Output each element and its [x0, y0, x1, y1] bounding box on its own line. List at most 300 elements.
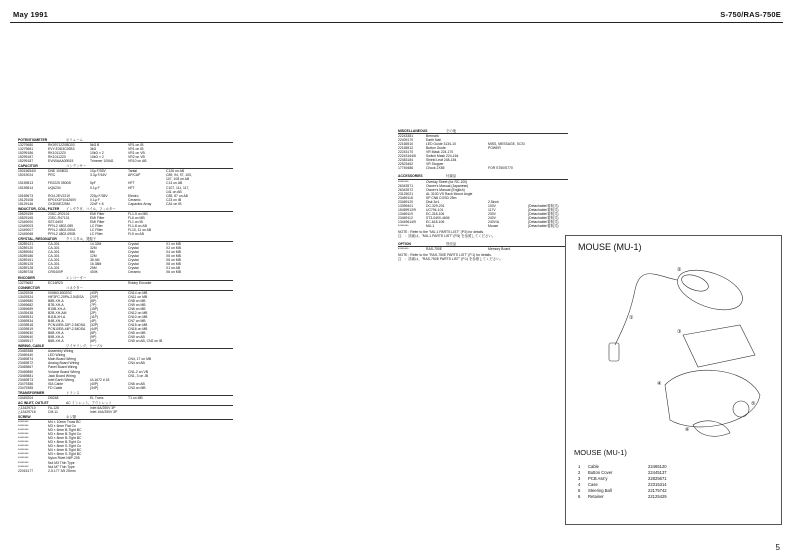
part-cell: FA-128 — [48, 405, 59, 410]
part-cell: 13449614/9 — [398, 219, 416, 224]
part-cell: M3 × 8mm B-Tight Cn — [48, 440, 82, 445]
part-cell: 0.1μ F — [90, 197, 100, 202]
part-row — [398, 247, 568, 251]
part-cell: EMI Filter — [90, 215, 105, 220]
part-cell: B11B-XH-A — [48, 314, 66, 319]
part-cell: 23479386 — [18, 381, 34, 386]
mouse-parts-title: MOUSE (MU-1) — [574, 448, 627, 457]
part-cell: M3 × 6mm Flat Cn — [48, 424, 76, 429]
mouse-cable — [615, 274, 677, 345]
part-cell: 15299186 — [18, 151, 34, 156]
part-cell: RK10112Z0 — [48, 151, 66, 156]
part-cell: M3 × 8mm B-Tight BC — [48, 436, 82, 441]
part-cell — [128, 469, 233, 473]
part-cell: CN3 on MB — [128, 385, 146, 390]
part-cell: CN14 on MB — [128, 290, 148, 295]
part-cell: ******** — [18, 452, 29, 457]
part-cell: C23 on IB — [166, 197, 182, 202]
part-cell: CN6 on AB — [128, 381, 145, 386]
part-cell: FL10, 11 on AB — [128, 227, 152, 232]
part-cell: POWER — [488, 146, 501, 151]
part-cell: 22165510 — [398, 142, 414, 147]
part-cell: CN1, 3 on JB — [128, 373, 149, 378]
part-cell: Inlet 10A/250V 3P — [90, 409, 118, 414]
part-cell: (8P) — [90, 298, 97, 303]
part-cell: M3 × 8mm S-Tight BC — [48, 452, 82, 457]
part-row — [18, 396, 233, 400]
part-cell: CN11 on MB — [128, 294, 148, 299]
mouse-part-number: 22125429 — [648, 494, 667, 499]
part-cell: 15169673 — [18, 193, 34, 198]
part-cell: M4 × 6mm B-Tight BC — [48, 448, 82, 453]
part-cell: C85, 87 on AB — [166, 193, 188, 198]
part-cell: 400K — [90, 270, 98, 275]
part-cell: 15159814 — [18, 185, 34, 190]
mouse-case — [665, 370, 760, 427]
part-cell: 22nF × 8 — [90, 201, 104, 206]
section-title-en: MISCELLANEOUS — [398, 129, 428, 133]
part-cell: Overlay Sheet (for RC-100) — [426, 179, 468, 184]
part-cell: Panel Board Wiring — [48, 365, 78, 370]
parts-list-left — [18, 137, 233, 473]
part-cell: RK10112Z0 — [48, 155, 66, 160]
part-cell: CA-301 — [48, 250, 60, 255]
part-cell: DNE 100B33 — [48, 169, 68, 174]
part-cell: 15159813 — [18, 181, 34, 186]
part-cell: X4 on MB — [166, 250, 181, 255]
mouse-exploded-view — [565, 235, 780, 440]
part-cell: VR Mask 224-170 — [426, 150, 454, 155]
part-cell: Ceramic — [128, 197, 141, 202]
part-cell: EMI Filter — [90, 219, 105, 224]
part-cell: LC Filter — [90, 227, 103, 232]
part-cell: 26343572 — [398, 187, 414, 192]
part-cell: ******** — [18, 456, 29, 461]
mouse-steering-ball — [733, 401, 749, 417]
mouse-parts-list — [578, 464, 688, 500]
part-cell: Electro — [128, 193, 139, 198]
part-cell: AP/CAP — [128, 173, 141, 178]
part-cell: 15299187 — [18, 159, 34, 164]
part-cell: (40P) — [90, 381, 99, 386]
section-title-jp: ワイヤリング、ケーブル — [66, 344, 103, 349]
part-cell: HIF3FC-20PA-2.54DSA — [48, 294, 84, 299]
part-cell: 13039818 — [18, 323, 34, 328]
part-cell: 12449000 — [18, 219, 34, 224]
part-cell: T1 on MB — [128, 395, 143, 400]
part-cell: CKD05E225M — [48, 201, 70, 206]
mouse-part-number: 22315314 — [648, 482, 667, 487]
part-cell: 12449007 — [18, 227, 34, 232]
part-cell: 26343571 — [398, 183, 414, 188]
part-cell: Shield Leaf 248-184 — [426, 158, 457, 163]
part-cell: Inlet Earth Wiring — [48, 377, 75, 382]
part-cell: LED Wiring — [48, 353, 66, 358]
part-cell: 23469873 — [18, 377, 34, 382]
part-cell: 12449003 — [18, 223, 34, 228]
header-model: S-750/RAS-750E — [720, 10, 781, 19]
part-cell: 13449204 — [18, 395, 34, 400]
part-cell: MU-1 — [426, 224, 435, 229]
mouse-part-row — [578, 494, 688, 500]
part-cell: CN4, 17 on MB — [128, 357, 152, 362]
part-cell: CN15 on MB — [128, 323, 148, 328]
part-cell: 3.3μ F/16V — [90, 173, 107, 178]
header-rule — [10, 22, 783, 23]
part-cell: 23469118 — [398, 195, 413, 200]
part-cell: 15529159 — [18, 211, 34, 216]
part-cell: FD Cable — [48, 385, 63, 390]
callout-1: ① — [629, 315, 634, 321]
part-cell: X2 on MB — [166, 246, 181, 251]
part-cell: Rotary Encoder — [128, 280, 152, 285]
part-cell: 36.4M — [90, 258, 100, 263]
part-cell: 5pF — [90, 181, 96, 186]
part-cell: Volume Board Wiring — [48, 369, 80, 374]
part-cell: ******** — [18, 444, 29, 449]
note-jp: 注 ：詳細は、"MU-1 PARTS LIST" (P.5) を参照してください。 — [398, 234, 496, 239]
part-cell: VR1 on IB — [128, 147, 144, 152]
part-cell: EVN0AAA00B15 — [48, 159, 74, 164]
part-cell: 15289120 — [18, 246, 34, 251]
part-cell: Chock 2X85 — [426, 166, 445, 171]
mouse-part-desc: Cable — [588, 464, 599, 469]
part-row — [398, 166, 568, 170]
part-cell: X8 on MB — [166, 262, 181, 267]
part-cell: FL9 on AB — [128, 232, 144, 237]
part-cell: UQ6234 — [48, 185, 61, 190]
part-cell: CM-11 — [48, 409, 58, 414]
part-cell: RK09712Z0BD03 — [48, 143, 75, 148]
part-cell: 13399401 — [398, 203, 414, 208]
section-title-jp: コンデンサー — [66, 164, 87, 169]
part-cell: Crystal — [128, 262, 139, 267]
part-cell: Crystal — [128, 242, 139, 247]
part-cell: (Detachable/着脱式) — [528, 211, 559, 216]
part-cell: X6 on MB — [166, 258, 181, 263]
part-cell: LED Guide 3134-10 — [426, 142, 456, 147]
part-cell: Nut M3 Thin Type — [48, 460, 75, 465]
part-cell: C107, 111, 117, — [166, 185, 190, 190]
part-cell: ST3-0400-4606 — [426, 215, 450, 220]
part-cell: CA-301 — [48, 266, 60, 271]
part-cell: LC Filter — [90, 223, 103, 228]
part-cell: CN4 on AB — [128, 361, 145, 366]
section-title-jp: インダクタ、コイル、フィルター — [66, 206, 116, 211]
part-cell: Ceramic — [128, 270, 141, 275]
part-cell — [128, 410, 233, 414]
part-cell: CA-301 — [48, 262, 60, 267]
part-cell: 240V — [488, 215, 496, 220]
part-cell: PCN10EB-32P-2.54DSA — [48, 323, 86, 328]
part-cell: 15289125 — [18, 262, 34, 267]
part-cell: 8M — [90, 250, 95, 255]
part-cell: Inlet 6A/250V 3P — [90, 405, 116, 410]
part-cell: CA-301 — [48, 258, 60, 263]
mouse-part-no: 1 — [578, 464, 581, 469]
part-cell: HFT — [128, 185, 135, 190]
part-cell: PFN-2 4802-090B — [48, 232, 76, 237]
part-cell: M3 × 6mm B-Tight BC — [48, 428, 82, 433]
part-cell: △13429710 — [18, 405, 36, 410]
mouse-part-no: 6 — [578, 494, 581, 499]
section-title-en: ACCESSORIES — [398, 174, 423, 179]
mouse-part-no: 5 — [578, 488, 581, 493]
part-cell: X5 on MB — [166, 254, 181, 259]
part-cell: CN9 on AB — [128, 335, 145, 340]
part-cell: CN5 on MB — [128, 331, 146, 336]
part-cell: RAS-750E — [426, 247, 443, 252]
part-cell: ******** — [18, 432, 29, 437]
mouse-part-desc: Steering Ball — [588, 488, 612, 493]
part-cell: Main Board Wiring — [48, 357, 76, 362]
part-cell: 13069640 — [18, 335, 34, 340]
part-cell: 107, 108 on AB — [166, 177, 190, 182]
part-cell: 23125021 — [398, 191, 414, 196]
part-cell: PFN-2 4802-090A — [48, 227, 76, 232]
part-cell: B7B-XH-A — [48, 302, 64, 307]
section-title-en: OPTION — [398, 242, 411, 247]
part-cell: 13069682 — [18, 302, 34, 307]
part-cell: X1 on MB — [166, 242, 181, 247]
part-cell: Mouse — [488, 224, 499, 229]
part-cell: ******** — [18, 440, 29, 445]
mouse-part-desc: Button Cover — [588, 470, 613, 475]
part-cell: IX0863-8002SC — [48, 290, 73, 295]
section-title-jp: ボリューム — [66, 138, 83, 142]
part-cell: 10μ F/35V — [90, 169, 106, 174]
part-cell: Earth Nail — [426, 138, 441, 143]
part-cell: EMI Filter — [90, 211, 105, 216]
part-cell: 23469112 — [398, 215, 413, 220]
part-cell: (Detachable/着脱式) — [528, 224, 559, 229]
part-cell: (32P) — [90, 323, 99, 328]
part-cell: CA1 on IB — [166, 201, 182, 206]
part-cell: CN10 on MB — [128, 314, 148, 319]
part-cell: 100V — [488, 203, 496, 208]
part-cell: 23479385 — [18, 385, 34, 390]
part-cell: ******** — [18, 420, 29, 425]
part-cell: (Detachable/着脱式) — [528, 215, 559, 220]
part-cell: Crystal — [128, 254, 139, 259]
part-cell: 230V — [488, 211, 496, 216]
part-cell: FOR S750/S770 — [488, 166, 513, 171]
part-cell: SST-6400 — [48, 219, 64, 224]
section-title-jp: 別売品 — [446, 242, 457, 247]
part-cell: 15299187 — [18, 155, 34, 160]
part-cell: 13069689 — [18, 306, 34, 311]
part-cell: LC Filter — [90, 232, 103, 237]
part-cell: VR Stopper — [426, 162, 444, 167]
part-cell: ******** — [18, 424, 29, 429]
part-cell: M3 × 8mm S-Tight Cn — [48, 444, 82, 449]
mouse-part-no: 4 — [578, 482, 581, 487]
part-cell: 25M — [90, 266, 97, 271]
section-title-jp: コネクター — [66, 285, 83, 290]
part-cell: 15289121 — [18, 242, 34, 247]
part-cell: 13039819 — [18, 327, 34, 332]
part-cell: M3 × 8mm B-Tight Cn — [48, 432, 82, 437]
part-cell: 22243381 — [398, 134, 414, 139]
mouse-part-number: 22465120 — [648, 464, 667, 469]
mouse-title: MOUSE (MU-1) — [578, 242, 642, 252]
part-cell: CN9 on MB — [128, 302, 146, 307]
part-cell: Crystal — [128, 250, 139, 255]
part-cell: (11P) — [90, 314, 99, 319]
section-title-en: ENCODER — [18, 275, 35, 280]
part-cell: AL 3100 VS Rack Mount Angle — [426, 191, 473, 196]
part-cell: 22165512 — [398, 146, 414, 151]
part-cell: FL6 on MB — [128, 215, 145, 220]
part-cell: 10kΩ × 2 — [90, 155, 104, 160]
part-cell: CRS400P — [48, 270, 64, 275]
part-cell: VR10 on AB — [128, 159, 147, 164]
part-cell: Crystal — [128, 266, 139, 271]
section-title-jp: ネジ類 — [66, 415, 77, 419]
part-cell: ******** — [18, 428, 29, 433]
part-cell: 15289161 — [18, 258, 34, 263]
part-cell: 32M — [90, 246, 97, 251]
part-cell: C126 on AB — [166, 169, 185, 174]
part-cell: 13069534 — [18, 318, 34, 323]
part-cell: CN12 on MB — [128, 310, 148, 315]
page-number: 5 — [775, 543, 780, 552]
part-cell: 23469874 — [18, 357, 34, 362]
part-row — [18, 410, 233, 414]
part-cell: Switch Mask 224-164 — [426, 154, 459, 159]
part-cell: FL1 on IB — [128, 219, 143, 224]
callout-3: ③ — [677, 329, 682, 335]
part-cell: 16.38M — [90, 262, 102, 267]
part-cell: UC794-101 — [426, 207, 444, 212]
part-cell: (Detachable/着脱式) — [528, 219, 559, 224]
part-cell: CA-301 — [48, 254, 60, 259]
part-cell: Tantal — [128, 169, 138, 174]
part-cell: ******** — [398, 224, 409, 229]
part-cell: Jack Board Wiring — [48, 373, 76, 378]
mouse-retainer — [693, 421, 730, 436]
part-row — [18, 159, 233, 163]
section-title-jp: エンコーダー — [66, 275, 87, 280]
section-title-en: TRANSFORMER — [18, 390, 45, 395]
note-block — [398, 230, 568, 238]
part-cell: B6B-XH-A — [48, 331, 64, 336]
part-cell: 23SC-2R2101 — [48, 211, 70, 216]
part-cell: ******** — [18, 436, 29, 441]
mouse-pcb — [683, 325, 755, 367]
part-row — [18, 281, 233, 285]
part-cell: X6 on MB — [166, 270, 181, 275]
part-cell: Memory Board — [488, 247, 511, 252]
part-cell: Nylon Rivet N6P-205 — [48, 456, 80, 461]
part-cell: Owner's Manual (English) — [426, 187, 465, 192]
part-row — [398, 224, 568, 228]
part-cell: 14.32M — [90, 242, 102, 247]
part-cell: Crystal — [128, 258, 139, 263]
part-cell: 220μ F/35V — [90, 193, 108, 198]
part-cell: EC16R20 — [48, 280, 63, 285]
part-cell: X1 on AB — [166, 266, 181, 271]
mouse-connector — [609, 343, 619, 361]
part-cell: △13429718 — [18, 409, 36, 414]
mouse-part-number: 22825671 — [648, 476, 667, 481]
part-cell: 15459912/9 — [398, 207, 416, 212]
part-cell: ISA Cable — [48, 381, 64, 386]
section-title-en: CRYSTAL, RESONATOR — [18, 237, 57, 242]
section-title-jp: AC インレット、アウトレット — [66, 400, 112, 405]
part-cell: 23469880 — [18, 369, 34, 374]
mouse-part-number: 22175742 — [648, 488, 667, 493]
part-cell: 13069630 — [18, 331, 34, 336]
part-cell: VR2 on VB — [128, 155, 145, 160]
part-cell: (15P) — [90, 306, 99, 311]
section-title-jp: クリスタル、発振子 — [66, 237, 97, 242]
part-cell: Capacitor Array — [128, 201, 152, 206]
note-en: NOTE : Refer to the "RAS-750E PARTS LIST" (P.1) for details. — [398, 253, 492, 258]
part-cell: CN5 on AB, CN2 on IB — [128, 339, 163, 344]
part-cell: 22243170 — [398, 150, 414, 155]
part-cell: 15129108 — [18, 197, 34, 202]
part-cell: 23469120 — [398, 199, 414, 204]
part-cell: 23469388 — [18, 349, 34, 354]
part-cell: 240V/A — [488, 219, 500, 224]
part-cell: CN1-2 on VB — [128, 369, 148, 374]
part-cell: (7P) — [90, 302, 97, 307]
part-cell: EC-318-106 — [426, 211, 445, 216]
part-cell: 141 on AB — [166, 189, 182, 194]
part-cell: FL1-8 on AB — [128, 223, 147, 228]
mouse-part-no: 2 — [578, 470, 581, 475]
part-cell: (2P) — [90, 310, 97, 315]
part-cell: 22483184 — [398, 158, 414, 163]
part-cell: ******** — [398, 179, 409, 184]
part-cell: Owner's Manual (Japanese) — [426, 183, 469, 188]
part-cell: 15289128 — [18, 266, 34, 271]
part-cell: (4P) — [90, 318, 97, 323]
part-cell: (Detachable/着脱式) — [528, 203, 559, 208]
part-cell: C89, 94, 97, 100, — [166, 173, 193, 178]
part-cell: B6B-XH-A — [48, 339, 64, 344]
section-title-en: AC INLET, OUTLET — [18, 400, 49, 405]
callout-2: ② — [677, 267, 682, 273]
part-cell: PFN-2 4802-089 — [48, 223, 74, 228]
part-cell: FE0225 050D5 — [48, 181, 71, 186]
part-row — [18, 386, 233, 390]
part-cell: 17749486 — [398, 166, 414, 171]
mouse-button-cover — [679, 272, 710, 295]
part-cell: DC-329-201 — [426, 203, 445, 208]
part-cell: B2B-XH-AM — [48, 310, 67, 315]
part-cell: (20P) — [90, 294, 99, 299]
part-cell: 13469119 — [398, 211, 413, 216]
part-cell: CN7 on MB — [128, 318, 146, 323]
section-title-jp: その他 — [446, 129, 457, 133]
mouse-part-desc: PCB Ass'y — [588, 476, 608, 481]
part-cell: 23469881 — [18, 373, 34, 378]
callout-5: ⑤ — [751, 401, 756, 407]
part-cell: ******** — [18, 464, 29, 469]
part-cell — [90, 281, 128, 285]
part-cell: 13469580 — [18, 298, 34, 303]
part-cell: (44P) — [90, 327, 99, 332]
part-cell: CA-301 — [48, 242, 60, 247]
part-cell: 15289728 — [18, 270, 34, 275]
part-cell: CN8 on MB — [128, 298, 146, 303]
part-cell: Bremark — [426, 134, 439, 139]
callout-6: ⑥ — [685, 427, 690, 433]
part-row — [18, 202, 233, 206]
part-row — [18, 339, 233, 343]
